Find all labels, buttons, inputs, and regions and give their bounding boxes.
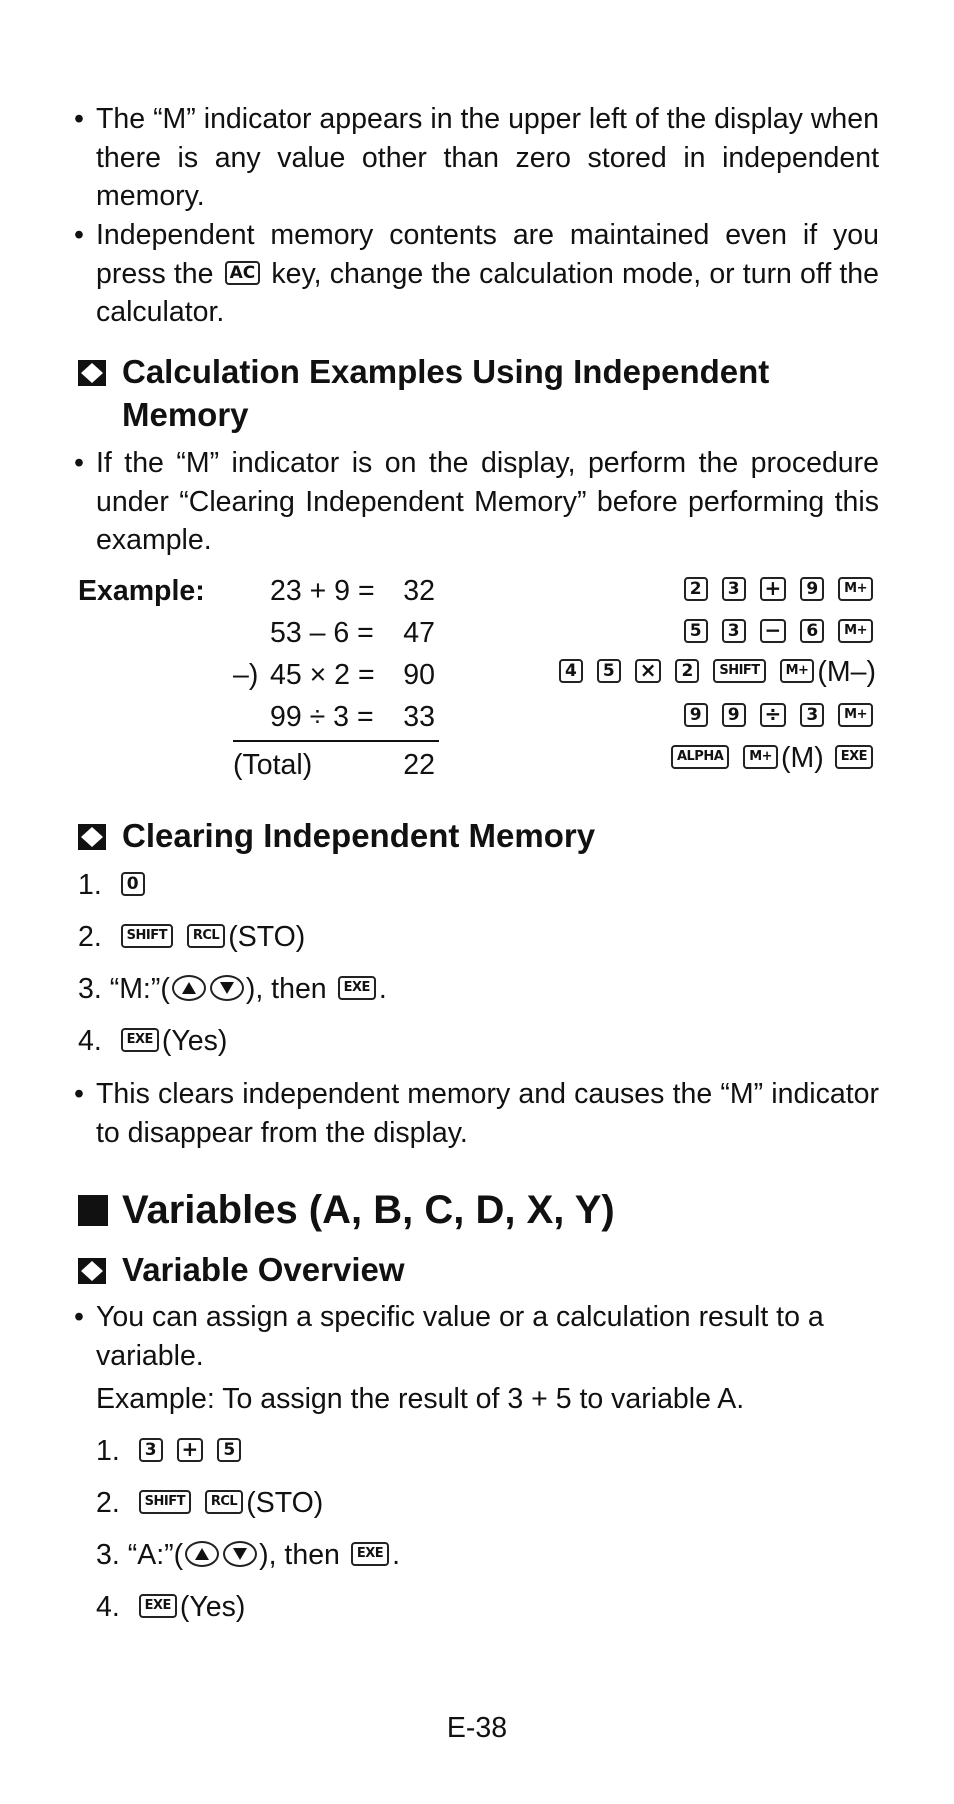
exe-key: EXE [139, 1594, 177, 1618]
bullet-memory-maintained [74, 216, 879, 332]
step-text: “A:”( [127, 1539, 184, 1571]
divide-key: ÷ [760, 703, 787, 727]
bullet-text: The “M” indicator appears in the upper left of the display when there is any value other than zero stored in independent memory. [96, 103, 879, 212]
key-3: 3 [800, 703, 824, 727]
bullet-dot: • [74, 1301, 84, 1333]
yes-label: (Yes) [161, 1025, 228, 1057]
key-5: 5 [684, 619, 708, 643]
variable-example-text: Example: To assign the result of 3 + 5 to variable A. [96, 1383, 745, 1415]
m-plus-key: M+ [838, 619, 873, 643]
key-3: 3 [139, 1438, 163, 1462]
diamond-box-icon [78, 1258, 106, 1284]
shift-key: SHIFT [713, 659, 765, 683]
bullet-text-rest: key, change the calculation mode, or turn off the calculator. [96, 257, 879, 328]
bullet-text [96, 216, 879, 332]
sto-label: (STO) [228, 921, 306, 953]
variables-heading [78, 1186, 615, 1234]
key-seq-5 [668, 742, 876, 775]
diamond-box-icon [78, 360, 106, 386]
heading-line1: Calculation Examples Using Independent [122, 353, 770, 390]
alpha-key: ALPHA [671, 745, 729, 769]
shift-key: SHIFT [121, 924, 173, 948]
expr: 45 × 2 = [270, 659, 375, 691]
var-step-1 [96, 1432, 244, 1470]
m-plus-key: M+ [838, 703, 873, 727]
bullet-dot: • [74, 1078, 84, 1110]
period: . [378, 973, 387, 1005]
key-2: 2 [675, 659, 699, 683]
bullet-dot: • [74, 103, 84, 135]
step-text: “M:”( [109, 973, 170, 1005]
bullet-assign-variable [74, 1298, 879, 1375]
total-divider [233, 740, 439, 742]
period: . [392, 1539, 401, 1571]
clear-step-2 [78, 918, 305, 956]
heading-line2: Memory [122, 396, 249, 433]
key-6: 6 [800, 619, 824, 643]
step-number: 2. [96, 1487, 120, 1519]
key-3: 3 [722, 619, 746, 643]
down-arrow-icon [223, 1541, 257, 1567]
page-number: E-38 [446, 1712, 508, 1744]
key-3: 3 [722, 577, 746, 601]
exe-key: EXE [835, 745, 873, 769]
plus-key: + [760, 577, 787, 601]
up-arrow-icon [185, 1541, 219, 1567]
exe-key: EXE [351, 1542, 389, 1566]
key-2: 2 [684, 577, 708, 601]
exe-key: EXE [338, 976, 376, 1000]
heading-text: Clearing Independent Memory [122, 817, 596, 854]
total-label: (Total) [233, 749, 313, 781]
result: 47 [403, 617, 435, 649]
variables-heading-text: Variables (A, B, C, D, X, Y) [122, 1188, 615, 1232]
m-label: (M) [781, 742, 824, 774]
bullet-text: If the “M” indicator is on the display, perform the procedure under “Clearing Independent Memory” before performing this example. [96, 447, 879, 556]
heading-text: Variable Overview [122, 1251, 405, 1288]
prefix: –) [233, 659, 259, 691]
step-number: 4. [96, 1591, 120, 1623]
step-text-after: ), then [245, 973, 327, 1005]
yes-label: (Yes) [179, 1591, 246, 1623]
m-plus-key: M+ [743, 745, 778, 769]
expr: 23 + 9 = [270, 575, 375, 607]
step-text-after: ), then [259, 1539, 340, 1571]
ac-key: AC [225, 261, 261, 285]
step-number: 2. [78, 921, 102, 953]
var-step-2 [96, 1484, 323, 1522]
step-number: 1. [78, 869, 102, 901]
key-seq-4 [681, 700, 876, 733]
exe-key: EXE [121, 1028, 159, 1052]
section-heading-calc-examples [78, 350, 898, 436]
minus-key: − [760, 619, 787, 643]
bullet-clears-memory [74, 1075, 879, 1152]
key-5: 5 [597, 659, 621, 683]
result: 90 [403, 659, 435, 691]
bullet-text-part: Independent memory contents are maintained even if you press the [96, 219, 879, 290]
section-heading-variable-overview [78, 1248, 898, 1291]
up-arrow-icon [172, 975, 206, 1001]
rcl-key: RCL [205, 1490, 243, 1514]
step-number: 3. [96, 1539, 120, 1571]
total-value: 22 [403, 749, 435, 781]
plus-key: + [177, 1438, 204, 1462]
result: 33 [403, 701, 435, 733]
expr: 99 ÷ 3 = [270, 701, 374, 733]
step-number: 1. [96, 1435, 120, 1467]
bullet-dot: • [74, 219, 84, 251]
down-arrow-icon [210, 975, 244, 1001]
key-4: 4 [559, 659, 583, 683]
key-seq-3 [556, 656, 876, 689]
m-plus-key: M+ [780, 659, 815, 683]
step-number: 3. [78, 973, 102, 1005]
step-number: 4. [78, 1025, 102, 1057]
bullet-text: You can assign a specific value or a calculation result to a variable. [96, 1301, 824, 1372]
shift-key: SHIFT [139, 1490, 191, 1514]
bullet-text: This clears independent memory and causes the “M” indicator to disappear from the display. [96, 1078, 879, 1149]
key-9: 9 [800, 577, 824, 601]
key-5: 5 [217, 1438, 241, 1462]
var-step-4 [96, 1588, 245, 1626]
bullet-m-indicator [74, 100, 879, 216]
clear-step-3 [78, 970, 387, 1008]
key-0: 0 [121, 872, 145, 896]
clear-step-4 [78, 1022, 227, 1060]
key-seq-1 [681, 574, 876, 607]
sto-label: (STO) [246, 1487, 324, 1519]
result: 32 [403, 575, 435, 607]
rcl-key: RCL [187, 924, 225, 948]
m-minus-label: (M–) [817, 656, 876, 688]
var-step-3 [96, 1536, 400, 1574]
key-9: 9 [684, 703, 708, 727]
m-plus-key: M+ [838, 577, 873, 601]
example-label: Example: [78, 575, 205, 607]
expr: 53 – 6 = [270, 617, 374, 649]
multiply-key: × [635, 659, 662, 683]
key-seq-2 [681, 616, 876, 649]
diamond-box-icon [78, 824, 106, 850]
section-heading-clearing-memory [78, 814, 898, 857]
bullet-if-m-indicator [74, 444, 879, 560]
key-9: 9 [722, 703, 746, 727]
bullet-dot: • [74, 447, 84, 479]
clear-step-1 [78, 866, 148, 904]
black-square-icon [78, 1195, 108, 1226]
